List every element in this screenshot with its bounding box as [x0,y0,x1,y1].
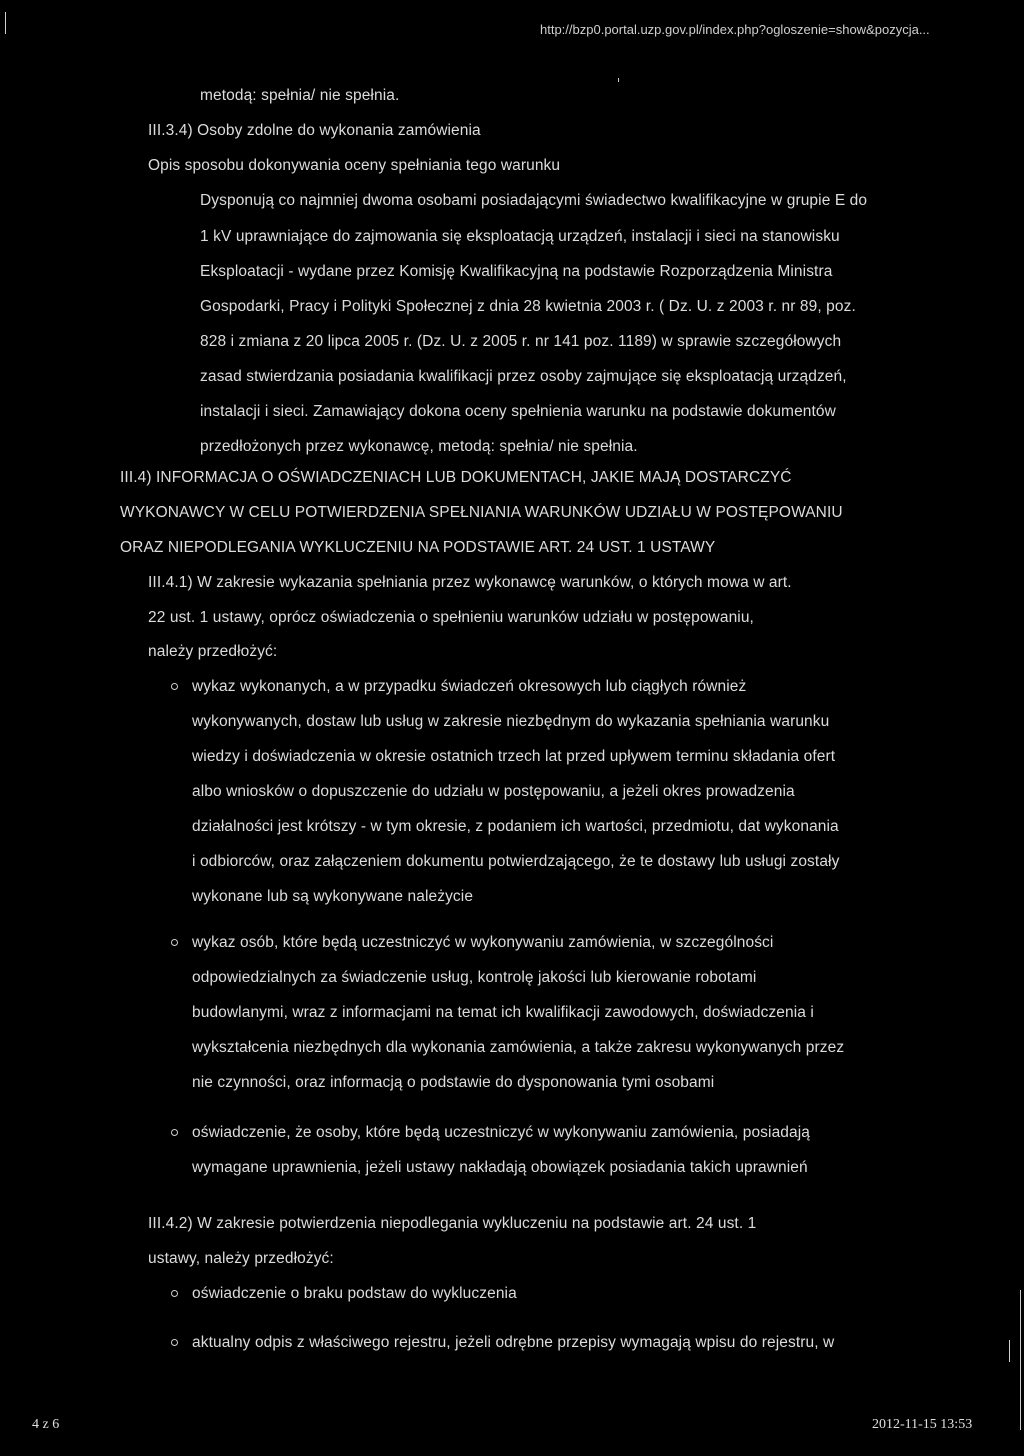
list-item-text: oświadczenie, że osoby, które będą uczestniczyć w wykonywaniu zamówienia, posiadają [192,1124,810,1141]
list-item-text: wykaz osób, które będą uczestniczyć w wykonywaniu zamówienia, w szczególności [192,934,774,951]
section-heading: III.3.4) Osoby zdolne do wykonania zamówienia [148,122,481,139]
text-line: Eksploatacji - wydane przez Komisję Kwalifikacyjną na podstawie Rozporządzenia Ministra [200,263,833,280]
bullet-icon [171,1129,178,1136]
print-datetime: 2012-11-15 13:53 [872,1417,973,1432]
text-line: 828 i zmiana z 20 lipca 2005 r. (Dz. U. z 2005 r. nr 141 poz. 1189) w sprawie szczegółowych [200,333,842,350]
right-edge-mark-short [1009,1340,1010,1362]
text-line: Dysponują co najmniej dwoma osobami posiadającymi świadectwo kwalifikacyjne w grupie E do [200,192,868,209]
section-heading: WYKONAWCY W CELU POTWIERDZENIA SPEŁNIANIA WARUNKÓW UDZIAŁU W POSTĘPOWANIU [120,504,843,521]
list-item-text: wykonywanych, dostaw lub usług w zakresie niezbędnym do wykazania spełniania warunku [192,713,830,730]
text-line: należy przedłożyć: [148,643,278,660]
list-item-text: oświadczenie o braku podstaw do wykluczenia [192,1285,517,1302]
list-item-text: budowlanymi, wraz z informacjami na temat ich kwalifikacji zawodowych, doświadczenia i [192,1004,814,1021]
bullet-icon [171,1290,178,1297]
text-line: ustawy, należy przedłożyć: [148,1250,334,1267]
text-line: 1 kV uprawniające do zajmowania się eksploatacją urządzeń, instalacji i sieci na stanowisku [200,228,840,245]
list-item-text: i odbiorców, oraz załączeniem dokumentu potwierdzającego, że te dostawy lub usługi zostały [192,853,840,870]
header-mark [618,78,619,82]
right-edge-mark [1020,1290,1021,1430]
text-line: III.4.1) W zakresie wykazania spełniania przez wykonawcę warunków, o których mowa w art. [148,574,792,591]
bullet-icon [171,939,178,946]
page-number: 4 z 6 [32,1417,60,1432]
left-edge-mark [5,12,6,34]
list-item-text: odpowiedzialnych za świadczenie usług, kontrolę jakości lub kierowanie robotami [192,969,757,986]
section-heading: III.4) INFORMACJA O OŚWIADCZENIACH LUB DOKUMENTACH, JAKIE MAJĄ DOSTARCZYĆ [120,469,792,486]
list-item-text: działalności jest krótszy - w tym okresie, z podaniem ich wartości, przedmiotu, dat wykonania [192,818,839,835]
text-line: przedłożonych przez wykonawcę, metodą: spełnia/ nie spełnia. [200,438,638,455]
list-item-text: albo wniosków o dopuszczenie do udziału w postępowaniu, a jeżeli okres prowadzenia [192,783,795,800]
bullet-icon [171,683,178,690]
list-item-text: wykaz wykonanych, a w przypadku świadczeń okresowych lub ciągłych również [192,678,747,695]
list-item-text: wykształcenia niezbędnych dla wykonania zamówienia, a także zakresu wykonywanych przez [192,1039,845,1056]
list-item-text: aktualny odpis z właściwego rejestru, jeżeli odrębne przepisy wymagają wpisu do rejestru, w [192,1334,835,1351]
text-line: metodą: spełnia/ nie spełnia. [200,87,400,104]
text-line: instalacji i sieci. Zamawiający dokona oceny spełnienia warunku na podstawie dokumentów [200,403,836,420]
text-line: 22 ust. 1 ustawy, oprócz oświadczenia o spełnieniu warunków udziału w postępowaniu, [148,609,754,626]
list-item-text: wykonane lub są wykonywane należycie [192,888,474,905]
list-item-text: nie czynności, oraz informacją o podstawie do dysponowania tymi osobami [192,1074,715,1091]
list-item-text: wymagane uprawnienia, jeżeli ustawy nakładają obowiązek posiadania takich uprawnień [192,1159,808,1176]
text-line: Opis sposobu dokonywania oceny spełniania tego warunku [148,157,561,174]
text-line: zasad stwierdzania posiadania kwalifikacji przez osoby zajmujące się eksploatacją urządzeń, [200,368,847,385]
text-line: III.4.2) W zakresie potwierdzenia niepodlegania wykluczeniu na podstawie art. 24 ust. 1 [148,1215,757,1232]
text-line: Gospodarki, Pracy i Polityki Społecznej z dnia 28 kwietnia 2003 r. ( Dz. U. z 2003 r. nr 89, poz. [200,298,856,315]
bullet-icon [171,1339,178,1346]
section-heading: ORAZ NIEPODLEGANIA WYKLUCZENIU NA PODSTAWIE ART. 24 UST. 1 USTAWY [120,539,716,556]
list-item-text: wiedzy i doświadczenia w okresie ostatnich trzech lat przed upływem terminu składania ofert [192,748,836,765]
header-url: http://bzp0.portal.uzp.gov.pl/index.php?ogloszenie=show&pozycja... [540,22,930,37]
